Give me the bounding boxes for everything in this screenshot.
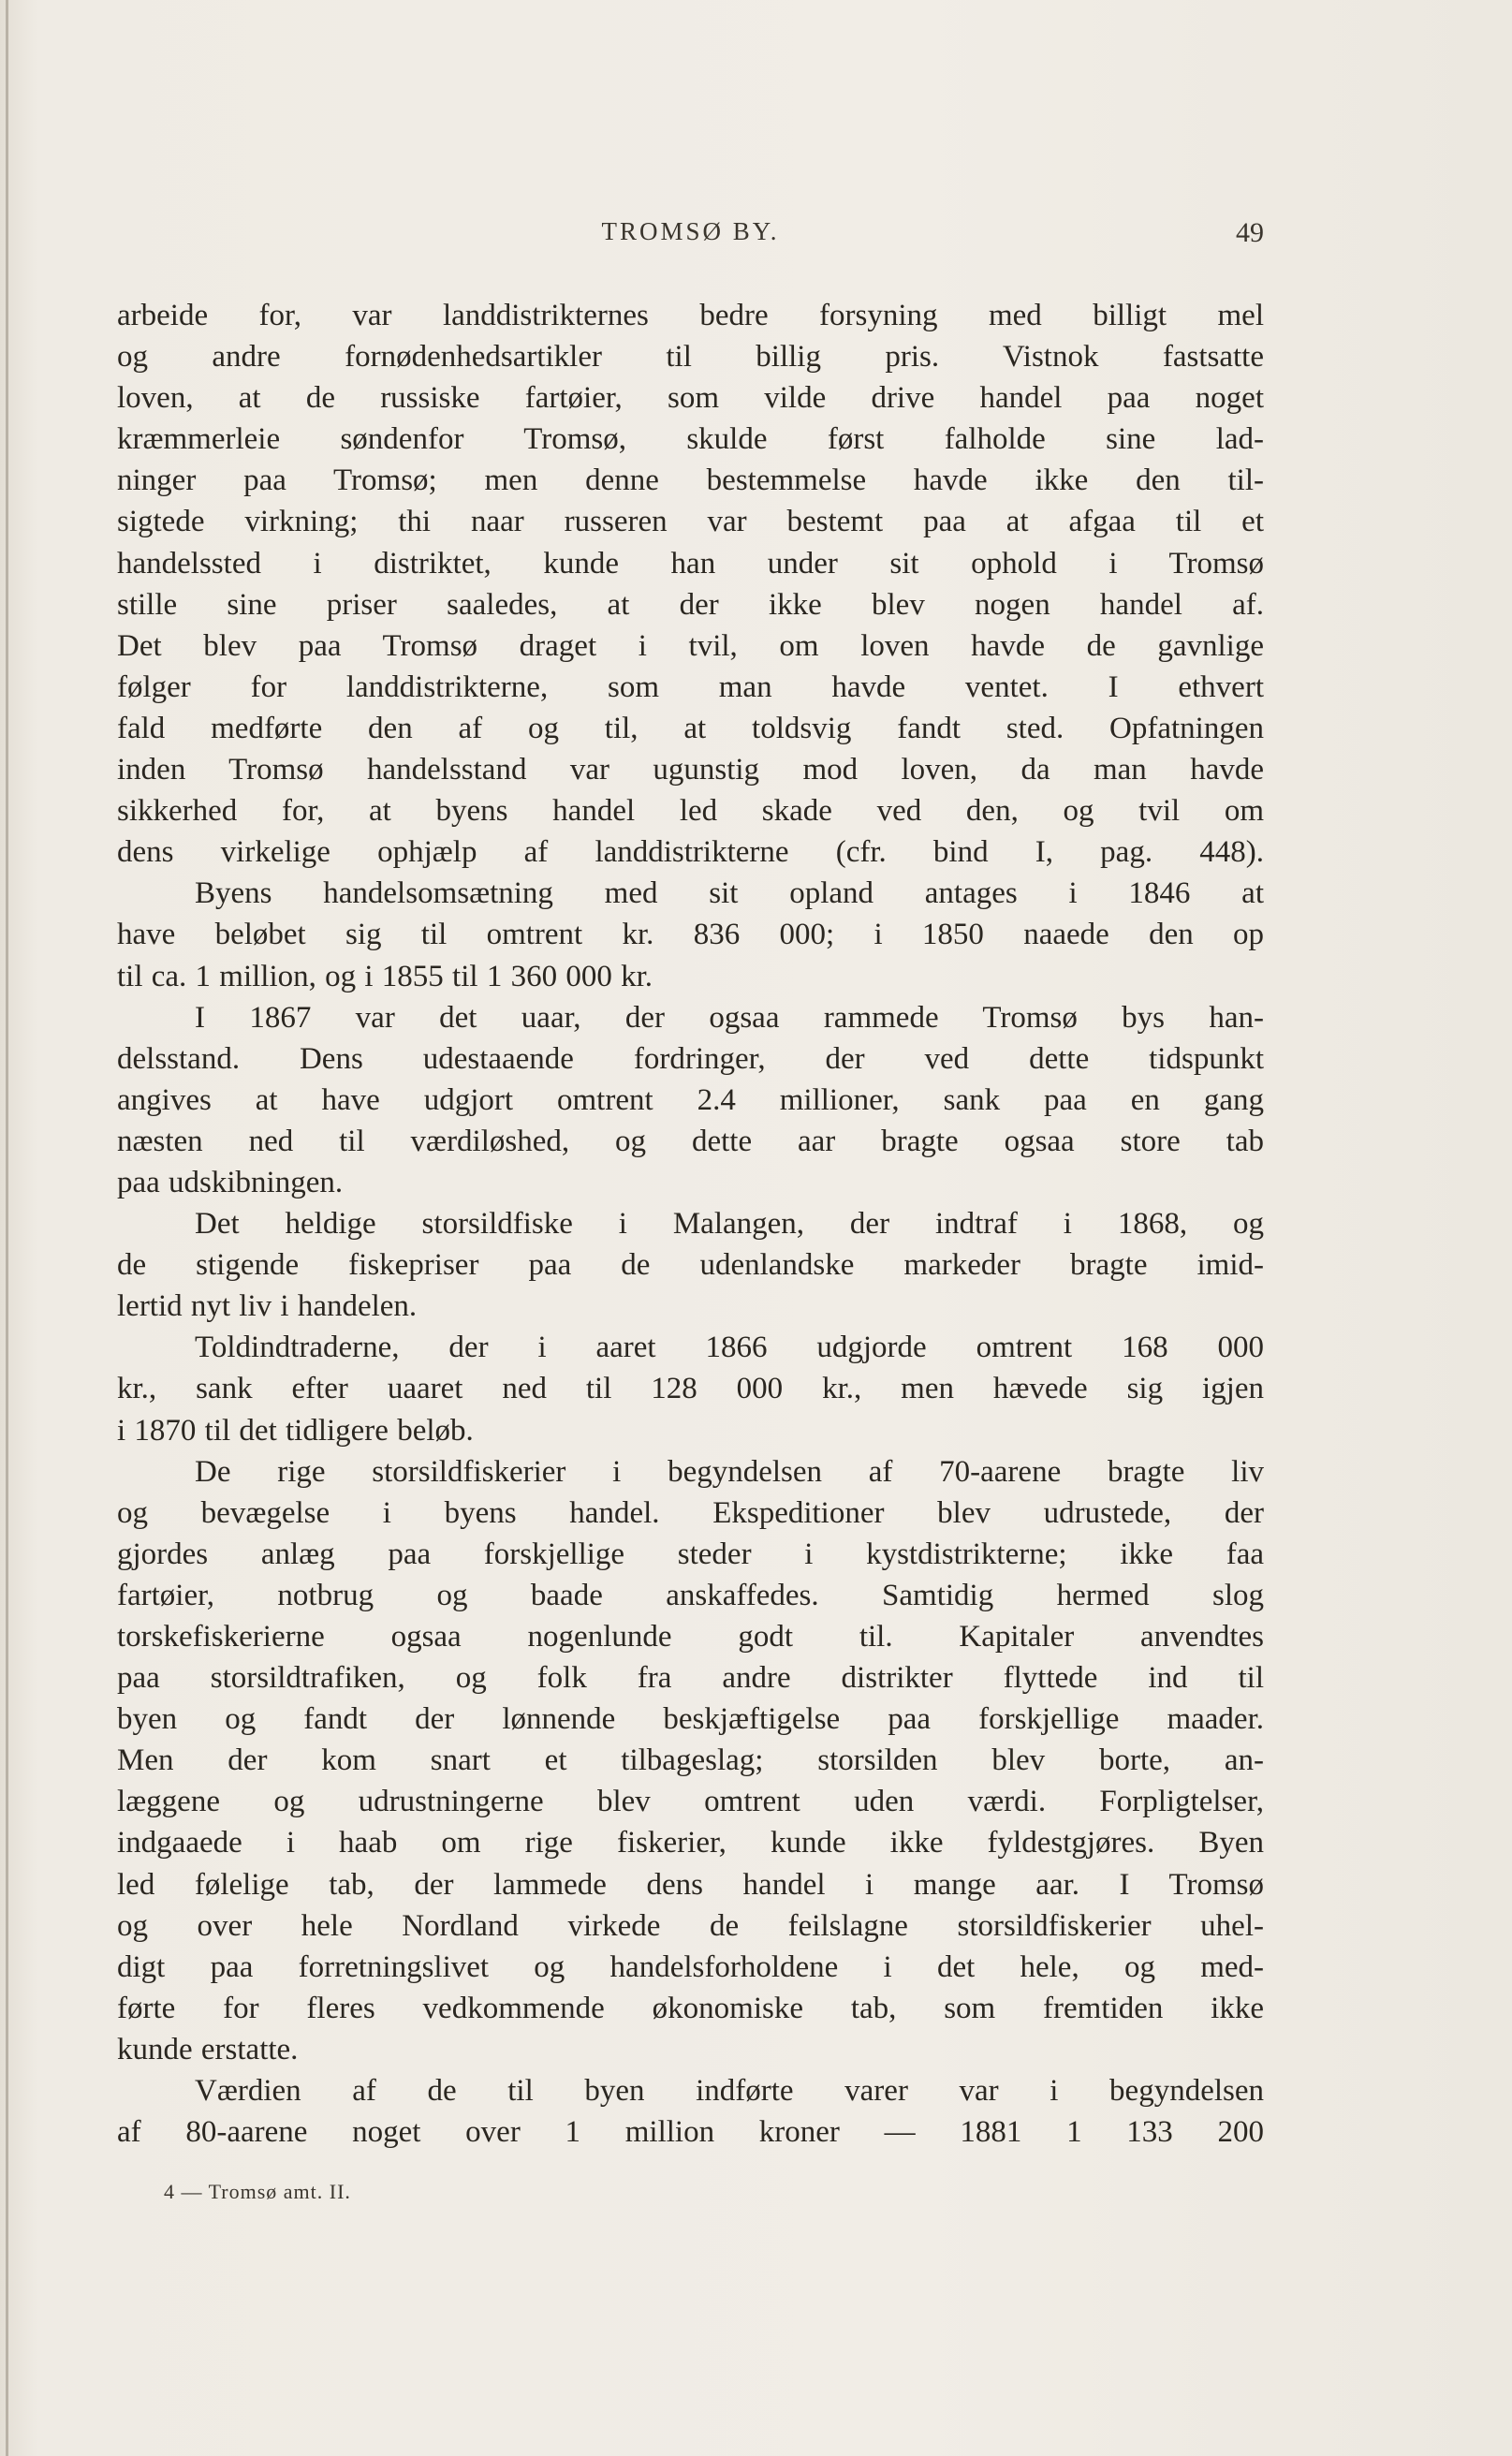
text-line: i 1870 til det tidligere beløb. (117, 1413, 474, 1448)
text-line: arbeide for, var landdistrikternes bedre forsyning med billigt mel (117, 299, 1264, 332)
page-edge (6, 0, 8, 2456)
text-line: Det heldige storsildfiske i Malangen, der indtraf i 1868, og (195, 1207, 1264, 1242)
text-line: og over hele Nordland virkede de feilslagne storsildfiskerier uhel- (117, 1908, 1264, 1943)
text-line: handelssted i distriktet, kunde han under sit ophold i Tromsø (117, 546, 1264, 581)
text-line: fald medførte den af og til, at toldsvig fandt sted. Opfatningen (117, 711, 1264, 745)
text-line: delsstand. Dens udestaaende fordringer, der ved dette tidspunkt (117, 1041, 1264, 1076)
text-line: stille sine priser saaledes, at der ikke blev nogen handel af. (117, 587, 1264, 622)
text-line: af 80-aarene noget over 1 million kroner — 1881 1 133 200 (117, 2115, 1264, 2150)
text-line: gjordes anlæg paa forskjellige steder i kystdistrikterne; ikke faa (117, 1537, 1264, 1571)
text-line: have beløbet sig til omtrent kr. 836 000; i 1850 naaede den op (117, 918, 1264, 952)
running-head: TROMSØ BY. (601, 217, 780, 245)
text-line: led følelige tab, der lammede dens handel i mange aar. I Tromsø (117, 1867, 1264, 1902)
text-line: Toldindtraderne, der i aaret 1866 udgjorde omtrent 168 000 (195, 1331, 1264, 1365)
text-line: byen og fandt der lønnende beskjæftigelse paa forskjellige maader. (117, 1702, 1264, 1737)
text-line: kunde erstatte. (117, 2032, 299, 2066)
text-line: Det blev paa Tromsø draget i tvil, om loven havde de gavnlige (117, 628, 1264, 663)
text-line: Byens handelsomsætning med sit opland antages i 1846 at (195, 876, 1264, 911)
text-line: Værdien af de til byen indførte varer var i begyndelsen (195, 2074, 1264, 2109)
text-line: de stigende fiskepriser paa de udenlandske markeder bragte imid- (117, 1248, 1264, 1283)
text-line: indgaaede i haab om rige fiskerier, kunde ikke fyldestgjøres. Byen (117, 1826, 1264, 1860)
text-line: ninger paa Tromsø; men denne bestemmelse havde ikke den til- (117, 463, 1264, 498)
text-line: inden Tromsø handelsstand var ugunstig mod loven, da man havde (117, 753, 1264, 787)
text-line: og andre fornødenhedsartikler til billig pris. Vistnok fastsatte (117, 340, 1264, 375)
text-line: følger for landdistrikterne, som man havde ventet. I ethvert (117, 669, 1264, 704)
text-line: kr., sank efter uaaret ned til 128 000 kr., men hævede sig igjen (117, 1372, 1264, 1406)
text-line: dens virkelige ophjælp af landdistrikterne (cfr. bind I, pag. 448). (117, 835, 1264, 870)
text-line: kræmmerleie søndenfor Tromsø, skulde først falholde sine lad- (117, 422, 1264, 457)
text-line: loven, at de russiske fartøier, som vilde drive handel paa noget (117, 381, 1264, 416)
text-line: Men der kom snart et tilbageslag; storsilden blev borte, an- (117, 1743, 1264, 1778)
text-line: paa udskibningen. (117, 1165, 344, 1199)
body-text (117, 295, 1264, 2153)
text-line: til ca. 1 million, og i 1855 til 1 360 000 kr. (117, 959, 653, 993)
text-line: førte for fleres vedkommende økonomiske tab, som fremtiden ikke (117, 1991, 1264, 2025)
text-line: sikkerhed for, at byens handel led skade ved den, og tvil om (117, 794, 1264, 829)
text-line: angives at have udgjort omtrent 2.4 millioner, sank paa en gang (117, 1082, 1264, 1117)
text-line: og bevægelse i byens handel. Ekspeditioner blev udrustede, der (117, 1495, 1264, 1530)
text-line: I 1867 var det uaar, der ogsaa rammede Tromsø bys han- (195, 1000, 1264, 1035)
text-line: næsten ned til værdiløshed, og dette aar bragte ogsaa store tab (117, 1124, 1264, 1158)
text-line: sigtede virkning; thi naar russeren var bestemt paa at afgaa til et (117, 505, 1264, 539)
text-line: torskefiskerierne ogsaa nogenlunde godt til. Kapitaler anvendtes (117, 1620, 1264, 1654)
text-line: paa storsildtrafiken, og folk fra andre distrikter flyttede ind til (117, 1661, 1264, 1696)
page-header (117, 217, 1264, 255)
text-line: De rige storsildfiskerier i begyndelsen af 70-aarene bragte liv (195, 1454, 1264, 1489)
text-line: digt paa forretningslivet og handelsforholdene i det hele, og med- (117, 1949, 1264, 1984)
signature-mark: 4 — Tromsø amt. II. (164, 2180, 351, 2203)
text-line: læggene og udrustningerne blev omtrent uden værdi. Forpligtelser, (117, 1785, 1264, 1819)
page-number: 49 (1236, 217, 1264, 248)
text-line: lertid nyt liv i handelen. (117, 1289, 418, 1324)
text-line: fartøier, notbrug og baade anskaffedes. Samtidig hermed slog (117, 1578, 1264, 1612)
